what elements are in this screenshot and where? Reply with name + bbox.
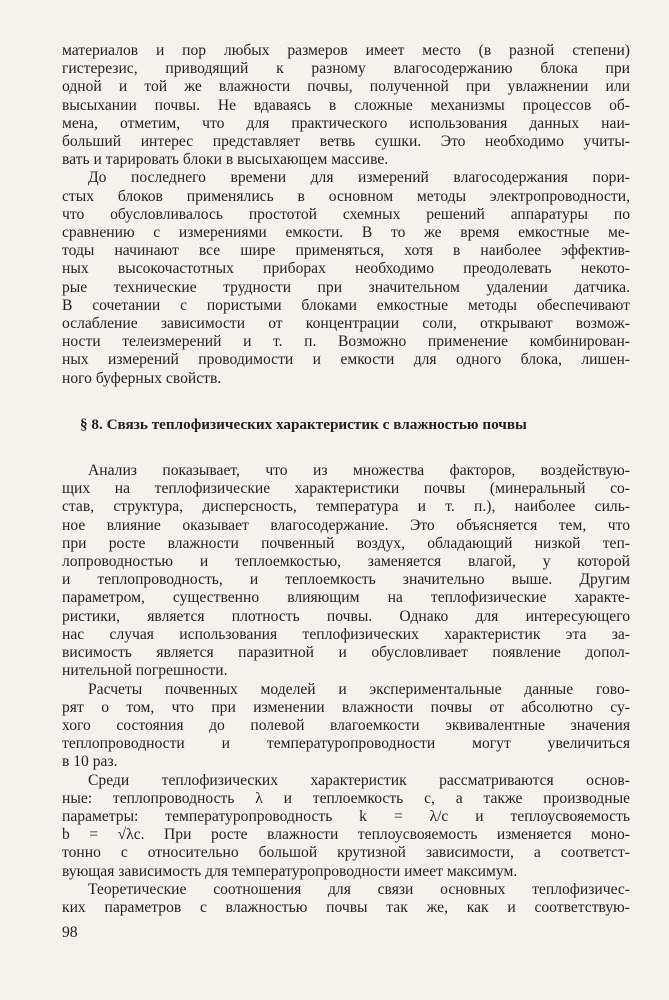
text-line: гистерезис, приводящий к разному влагосодержанию блока при (62, 60, 630, 78)
text-line: Среди теплофизических характеристик рассматриваются основ- (88, 771, 630, 789)
text-line: больший интерес представляет ветвь сушки. Это необходимо учиты- (62, 133, 630, 151)
text-line: тонно с относительно большой крутизной зависимости, а соответст- (62, 844, 630, 862)
text-line: В сочетании с пористыми блоками емкостные методы обеспечивают (62, 296, 630, 314)
text-line: ного буферных свойств. (62, 369, 222, 387)
text-line: и теплопроводность, и теплоемкость значительно выше. Другим (62, 571, 630, 589)
section-heading: § 8. Связь теплофизических характеристик с влажностью почвы (80, 415, 527, 433)
text-line: щих на теплофизические характеристики почвы (минеральный со- (62, 480, 630, 498)
text-line: Анализ показывает, что из множества факторов, воздействую- (88, 462, 630, 480)
text-line: ных высокочастотных приборах необходимо преодолевать некото- (62, 260, 630, 278)
text-line: при росте влажности почвенный воздух, обладающий низкой теп- (62, 534, 630, 552)
paragraph-4 (62, 681, 630, 772)
text-line: лопроводностью и теплоемкостью, заменяется влагой, у которой (62, 553, 630, 571)
paragraph-2 (62, 169, 630, 387)
text-line: стых блоков применялись в основном методы электропроводности, (62, 187, 630, 205)
text-line: рят о том, что при изменении влажности почвы от абсолютно су- (62, 698, 630, 716)
text-line: Теоретические соотношения для связи основных теплофизичес- (88, 880, 630, 898)
text-line: тоды начинают все шире применяться, хотя в наиболее эффектив- (62, 242, 630, 260)
text-line: ности телеизмерений и т. п. Возможно применение комбинирован- (62, 333, 630, 351)
text-line: вать и тарировать блоки в высыхающем массиве. (62, 151, 389, 169)
paragraph-6 (62, 881, 630, 917)
text-line: нительной погрешности. (62, 662, 228, 680)
page-body (62, 42, 630, 917)
text-line: теплопроводности и температуропроводности могут увеличиться (62, 735, 630, 753)
text-line: ное влияние оказывает влагосодержание. Это объясняется тем, что (62, 516, 630, 534)
text-line: одной и той же влажности почвы, полученной при увлажнении или (62, 78, 630, 96)
text-line: нас случая использования теплофизических характеристик эта за- (62, 625, 630, 643)
paragraph-1 (62, 42, 630, 169)
paragraph-3 (62, 462, 630, 680)
text-line: ких параметров с влажностью почвы так же, как и соответствую- (62, 898, 630, 916)
text-line: высыхании почвы. Не вдаваясь в сложные механизмы процессов об- (62, 96, 630, 114)
page-number: 98 (62, 924, 78, 941)
text-line: ных измерений проводимости и емкости для одного блока, лишен- (62, 351, 630, 369)
text-line: висимость является паразитной и обусловливает появление допол- (62, 644, 630, 662)
text-line: b = √λc. При росте влажности теплоусвояемость изменяется моно- (62, 826, 630, 844)
text-line: Расчеты почвенных моделей и экспериментальные данные гово- (88, 680, 630, 698)
text-line: ослабление зависимости от концентрации соли, открывают возмож- (62, 315, 630, 333)
text-line: рые технические трудности при значительном удалении датчика. (62, 278, 630, 296)
text-line: сравнению с измерениями емкости. В то же время емкостные ме- (62, 224, 630, 242)
text-line: материалов и пор любых размеров имеет место (в разной степени) (62, 42, 630, 59)
text-line: в 10 раз. (62, 753, 118, 771)
text-line: параметры: температуропроводность k = λ/c и теплоусвояемость (62, 807, 630, 825)
text-line: став, структура, дисперсность, температура и т. п.), наиболее силь- (62, 498, 630, 516)
text-line: ристики, является плотность почвы. Однако для интересующего (62, 607, 630, 625)
text-line: что обусловливалось простотой схемных решений аппаратуры по (62, 205, 630, 223)
text-line: параметром, существенно влияющим на теплофизические характе- (62, 589, 630, 607)
text-line: мена, отметим, что для практического использования данных наи- (62, 114, 630, 132)
text-line: ные: теплопроводность λ и теплоемкость c, а также производные (62, 789, 630, 807)
paragraph-5 (62, 772, 630, 881)
text-line: До последнего времени для измерений влагосодержания пори- (88, 169, 630, 187)
text-line: хого состояния до полевой влагоемкости эквивалентные значения (62, 716, 630, 734)
text-line: вующая зависимость для температуропроводности имеет максимум. (62, 862, 518, 880)
